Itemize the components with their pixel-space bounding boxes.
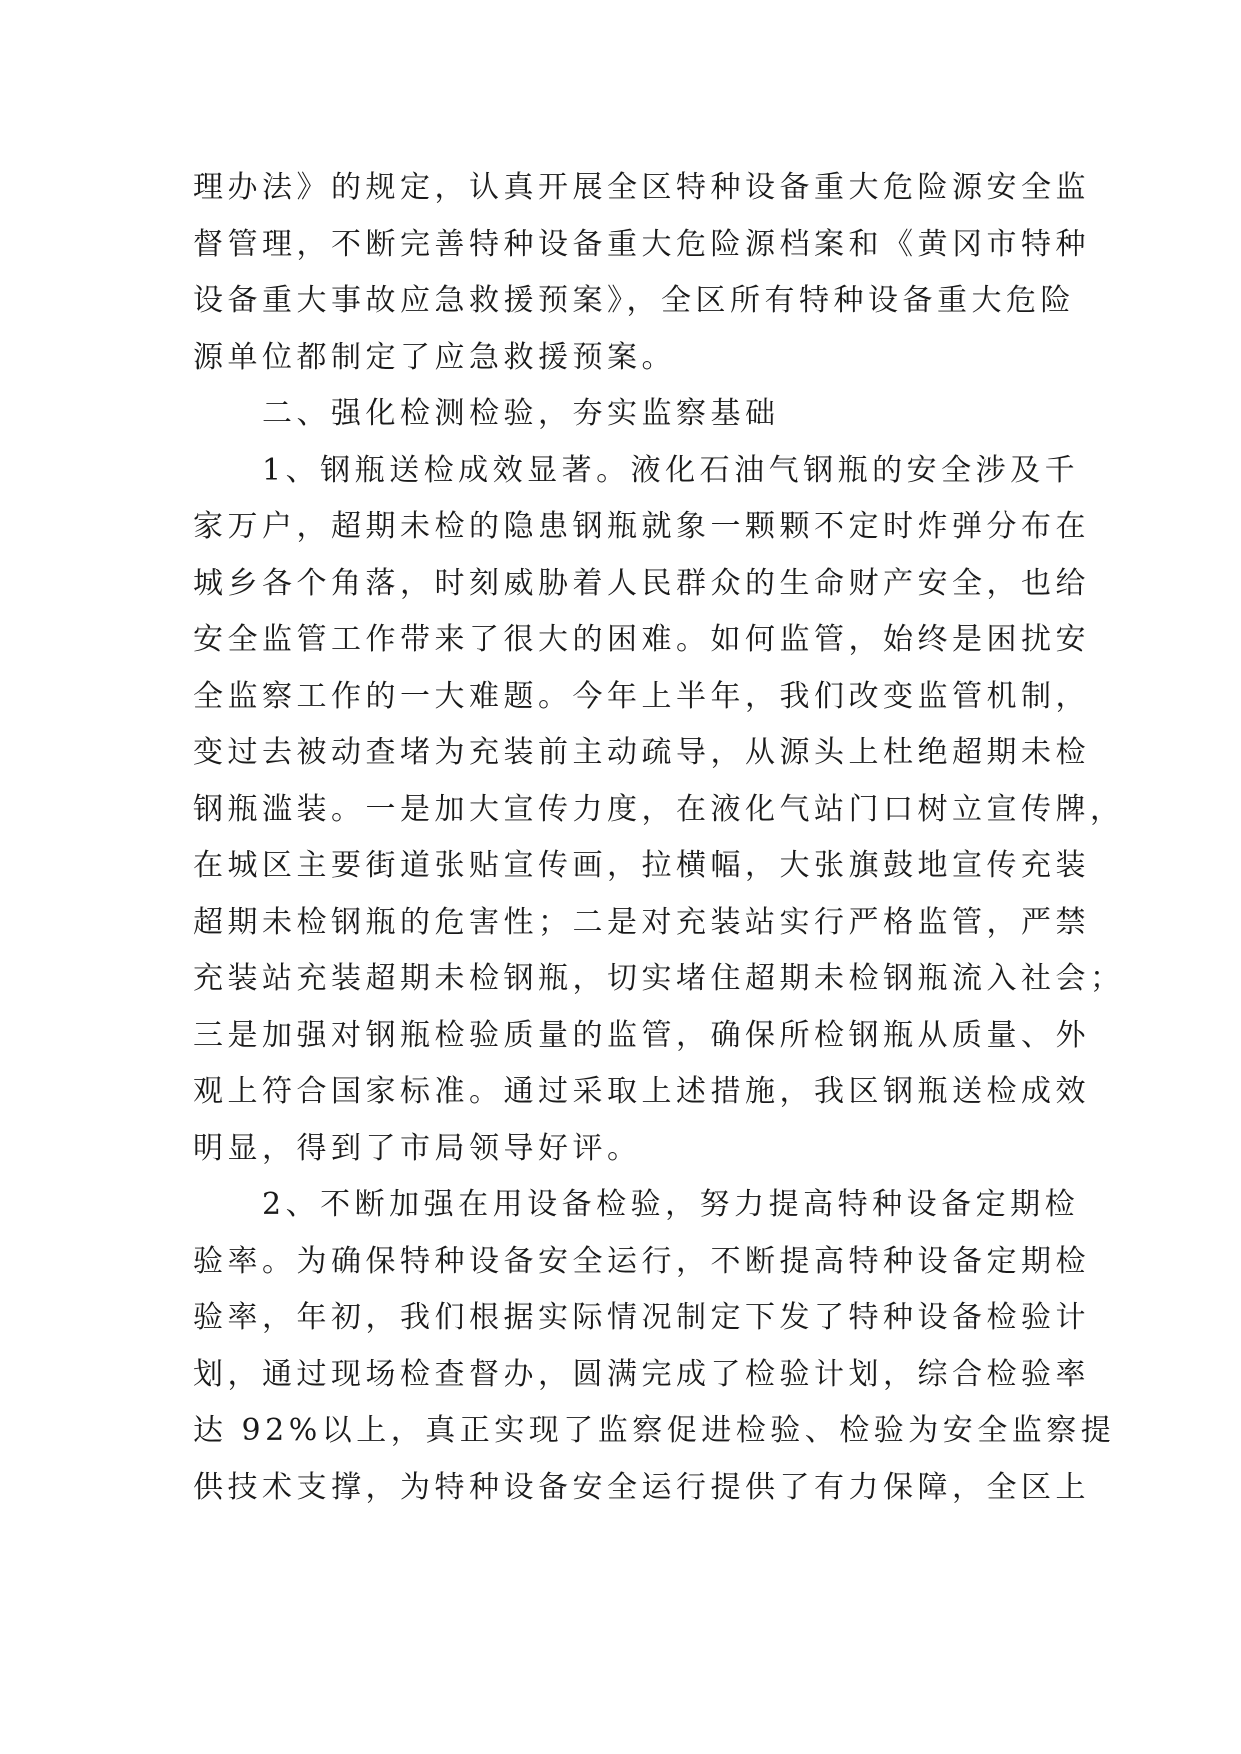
text-line: 设备重大事故应急救援预案》，全区所有特种设备重大危险: [193, 283, 1075, 318]
text-line: 划，通过现场检查督办，圆满完成了检验计划，综合检验率: [193, 1356, 1090, 1392]
text-line: 钢瓶滥装。一是加大宣传力度，在液化气站门口树立宣传牌，: [193, 791, 1125, 827]
section-heading: 二、强化检测检验，夯实监察基础: [193, 396, 780, 431]
text-line: 家万户，超期未检的隐患钢瓶就象一颗颗不定时炸弹分布在: [193, 509, 1090, 544]
text-line: 理办法》的规定，认真开展全区特种设备重大危险源安全监: [193, 170, 1090, 205]
body-text: [193, 160, 1125, 1516]
text-line: 变过去被动查堵为充装前主动疏导，从源头上杜绝超期未检: [193, 735, 1090, 770]
text-line: 源单位都制定了应急救援预案。: [193, 339, 676, 375]
text-line: 超期未检钢瓶的危害性；二是对充装站实行严格监管，严禁: [193, 904, 1090, 940]
text-line: 明显，得到了市局领导好评。: [193, 1130, 642, 1166]
text-line: 达 92%以上，真正实现了监察促进检验、检验为安全监察提: [193, 1413, 1116, 1448]
text-line: 安全监管工作带来了很大的困难。如何监管，始终是困扰安: [193, 622, 1090, 657]
text-line: 在城区主要街道张贴宣传画，拉横幅，大张旗鼓地宣传充装: [193, 848, 1090, 883]
text-line: 2、不断加强在用设备检验，努力提高特种设备定期检: [193, 1187, 1080, 1222]
text-line: 充装站充装超期未检钢瓶，切实堵住超期未检钢瓶流入社会；: [193, 961, 1125, 996]
text-line: 三是加强对钢瓶检验质量的监管，确保所检钢瓶从质量、外: [193, 1017, 1090, 1053]
text-line: 城乡各个角落，时刻威胁着人民群众的生命财产安全，也给: [193, 565, 1090, 601]
text-line: 全监察工作的一大难题。今年上半年，我们改变监管机制，: [193, 678, 1090, 714]
text-line: 验率。为确保特种设备安全运行，不断提高特种设备定期检: [193, 1243, 1090, 1279]
text-line: 供技术支撑，为特种设备安全运行提供了有力保障，全区上: [193, 1469, 1090, 1505]
text-line: 观上符合国家标准。通过采取上述措施，我区钢瓶送检成效: [193, 1074, 1090, 1109]
text-line: 督管理，不断完善特种设备重大危险源档案和《黄冈市特种: [193, 226, 1090, 262]
text-line: 1、钢瓶送检成效显著。液化石油气钢瓶的安全涉及千: [193, 452, 1080, 488]
text-line: 验率，年初，我们根据实际情况制定下发了特种设备检验计: [193, 1300, 1090, 1335]
